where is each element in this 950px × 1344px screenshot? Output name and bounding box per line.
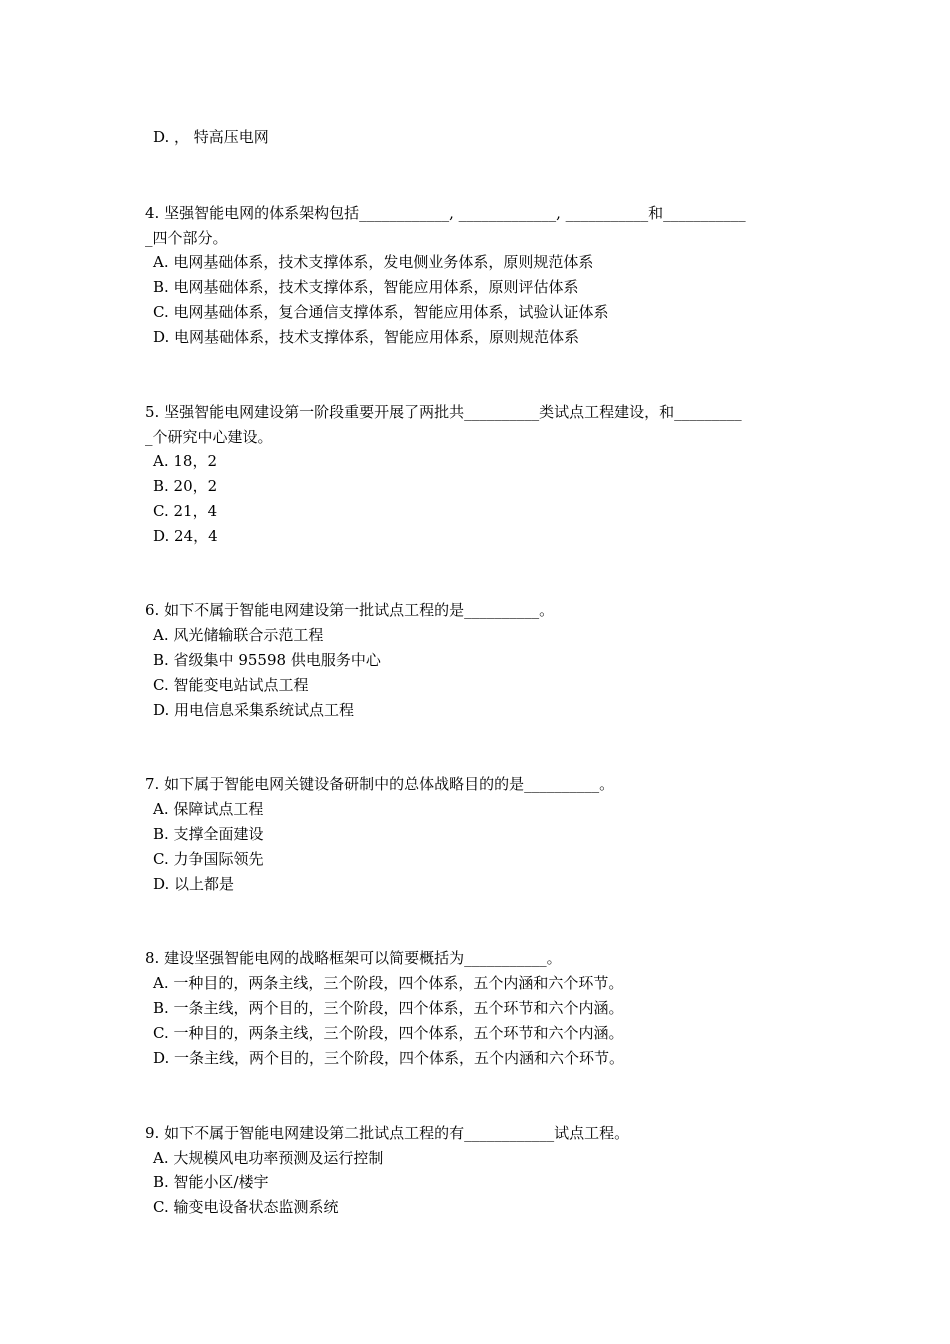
option-q9-a: A. 大规模风电功率预测及运行控制 [153, 1149, 384, 1167]
option-q3-d: D. ， 特高压电网 [153, 128, 269, 146]
question-4-stem-line1: 4. 坚强智能电网的体系架构包括____________, _____________, ___________和___________ [145, 204, 746, 222]
question-6-stem: 6. 如下不属于智能电网建设第一批试点工程的是__________。 [145, 601, 555, 619]
option-q9-b: B. 智能小区/楼宇 [153, 1173, 269, 1191]
option-q8-d: D. 一条主线，两个目的，三个阶段，四个体系，五个内涵和六个环节。 [153, 1049, 625, 1067]
option-q6-d: D. 用电信息采集系统试点工程 [153, 701, 355, 719]
option-q4-b: B. 电网基础体系，技术支撑体系，智能应用体系，原则评估体系 [153, 278, 579, 296]
option-q6-b: B. 省级集中 95598 供电服务中心 [153, 651, 381, 669]
option-q5-c: C. 21，4 [153, 502, 218, 520]
option-q7-a: A. 保障试点工程 [153, 800, 264, 818]
option-q8-c: C. 一种目的，两条主线，三个阶段，四个体系，五个环节和六个内涵。 [153, 1024, 624, 1042]
option-q8-b: B. 一条主线，两个目的，三个阶段，四个体系，五个环节和六个内涵。 [153, 999, 624, 1017]
question-8-stem: 8. 建设坚强智能电网的战略框架可以简要概括为___________。 [145, 949, 562, 967]
option-q7-b: B. 支撑全面建设 [153, 825, 264, 843]
question-5-stem-line1: 5. 坚强智能电网建设第一阶段重要开展了两批共__________类试点工程建设，和_________ [145, 403, 742, 421]
question-9-stem: 9. 如下不属于智能电网建设第二批试点工程的有____________试点工程。 [145, 1124, 630, 1142]
option-q5-a: A. 18，2 [153, 452, 217, 470]
option-q4-d: D. 电网基础体系，技术支撑体系，智能应用体系，原则规范体系 [153, 328, 580, 346]
question-4-stem-line2: _四个部分。 [145, 229, 228, 247]
option-q8-a: A. 一种目的，两条主线，三个阶段，四个体系，五个内涵和六个环节。 [153, 974, 624, 992]
question-7-stem: 7. 如下属于智能电网关键设备研制中的总体战略目的的是__________。 [145, 775, 615, 793]
option-q4-a: A. 电网基础体系，技术支撑体系，发电侧业务体系，原则规范体系 [153, 253, 594, 271]
option-q5-d: D. 24，4 [153, 527, 218, 545]
option-q7-c: C. 力争国际领先 [153, 850, 264, 868]
option-q4-c: C. 电网基础体系，复合通信支撑体系，智能应用体系，试验认证体系 [153, 303, 609, 321]
option-q9-c: C. 输变电设备状态监测系统 [153, 1198, 339, 1216]
option-q5-b: B. 20，2 [153, 477, 218, 495]
option-q6-c: C. 智能变电站试点工程 [153, 676, 309, 694]
question-5-stem-line2: _个研究中心建设。 [145, 428, 273, 446]
option-q6-a: A. 风光储输联合示范工程 [153, 626, 324, 644]
option-q7-d: D. 以上都是 [153, 875, 235, 893]
